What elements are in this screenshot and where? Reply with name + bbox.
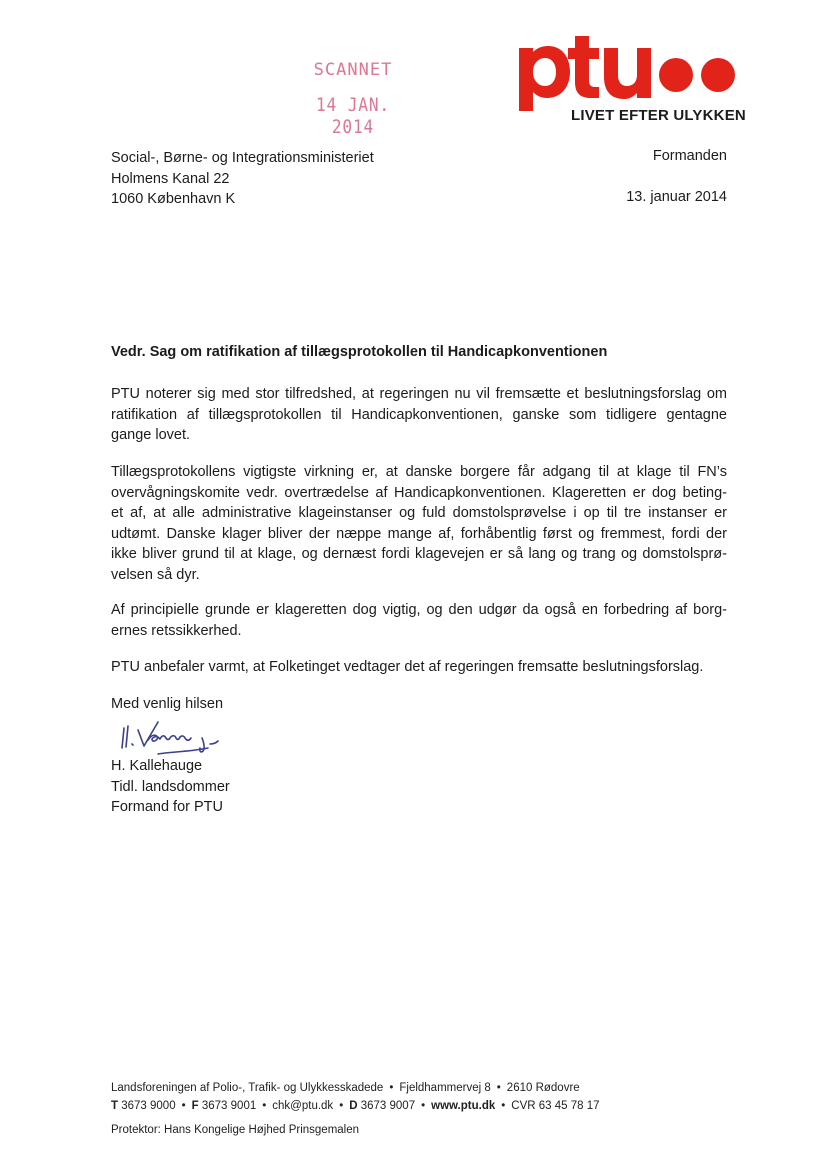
paragraph-line: Tillægsprotokollens vigtigste virkning er, at danske borgere får adgang til at klage til FN’s <box>111 464 727 480</box>
handwritten-signature <box>118 716 228 760</box>
separator-dot: • <box>501 1100 506 1112</box>
paragraph-line: gange lovet. <box>111 427 191 443</box>
logo-tagline: LIVET EFTER ULYKKEN <box>571 107 746 124</box>
closing-salutation: Med venlig hilsen <box>111 696 224 712</box>
direct-value: 3673 9007 <box>360 1100 416 1112</box>
footer-org: Landsforeningen af Polio-, Trafik- og Ulykkesskadede <box>111 1082 384 1094</box>
direct-label: D <box>349 1100 358 1112</box>
paragraph-line: overvågningskomite vedr. overtrædelse af Handicapkonventionen. Klageretten er dog beting- <box>111 484 727 501</box>
cvr-number: CVR 63 45 78 17 <box>511 1100 600 1112</box>
website-link[interactable]: www.ptu.dk <box>431 1100 496 1112</box>
separator-dot: • <box>496 1082 501 1094</box>
paragraph-1 <box>111 384 727 446</box>
recipient-city: 1060 København K <box>111 191 236 207</box>
separator-dot: • <box>262 1100 267 1112</box>
received-stamp <box>288 60 418 138</box>
phone-label: T <box>111 1100 119 1112</box>
footer-address: Fjeldhammervej 8 <box>399 1082 491 1094</box>
fax-value: 3673 9001 <box>201 1100 257 1112</box>
separator-dot: • <box>339 1100 344 1112</box>
paragraph-line: ernes retssikkerhed. <box>111 622 242 639</box>
separator-dot: • <box>389 1082 394 1094</box>
paragraph-line: udtømt. Danske klager bliver der næppe mange af, forhåbentlig først og fremmest, fordi der <box>111 525 727 542</box>
ptu-logo-mark <box>505 36 745 111</box>
recipient-street: Holmens Kanal 22 <box>111 170 230 187</box>
recipient-name: Social-, Børne- og Integrationsministeriet <box>111 150 374 166</box>
stamp-date: 14 JAN. 2014 <box>315 94 391 138</box>
paragraph-line: et af, at alle administrative klageinstanser og fuld domstolsprøvelse i op til tre instanser er <box>111 505 727 521</box>
email-link[interactable]: chk@ptu.dk <box>272 1100 334 1112</box>
letter-subject: Vedr. Sag om ratifikation af tillægsprotokollen til Handicapkonventionen <box>111 344 608 360</box>
letter-footer <box>111 1079 600 1115</box>
phone-value: 3673 9000 <box>121 1100 176 1112</box>
protector-line: Protektor: Hans Kongelige Højhed Prinsgemalen <box>111 1124 360 1136</box>
footer-city: 2610 Rødovre <box>506 1082 580 1094</box>
paragraph-line: Af principielle grunde er klageretten dog vigtig, og den udgør da også en forbedring af borg- <box>111 602 727 618</box>
signer-title: Tidl. landsdommer <box>111 778 230 795</box>
paragraph-line: PTU noterer sig med stor tilfredshed, at regeringen nu vil fremsætte et beslutningsforslag om <box>111 386 727 402</box>
paragraph-4 <box>111 657 727 678</box>
signer-block <box>111 756 230 818</box>
paragraph-line: ikke bliver grund til at klage, og dernæst fordi klagevejen er så lang og trang og domstolsprø- <box>111 546 727 562</box>
separator-dot: • <box>181 1100 186 1112</box>
paragraph-line: velsen så dyr. <box>111 566 200 583</box>
sender-role: Formanden <box>652 148 727 164</box>
stamp-text: SCANNET <box>313 60 393 80</box>
signer-name: H. Kallehauge <box>111 758 203 774</box>
recipient-address <box>111 148 374 210</box>
footer-line-1 <box>111 1079 600 1097</box>
signer-position: Formand for PTU <box>111 799 223 815</box>
fax-label: F <box>191 1100 199 1112</box>
paragraph-2 <box>111 462 727 585</box>
paragraph-line: ratifikation af tillægsprotokollen til Handicapkonventionen, ganske som tidligere gentagne <box>111 406 727 423</box>
letter-date: 13. januar 2014 <box>626 189 727 205</box>
paragraph-line: PTU anbefaler varmt, at Folketinget vedtager det af regeringen fremsatte beslutningsforslag. <box>111 659 704 675</box>
separator-dot: • <box>421 1100 426 1112</box>
paragraph-3 <box>111 600 727 641</box>
footer-line-2 <box>111 1097 600 1115</box>
